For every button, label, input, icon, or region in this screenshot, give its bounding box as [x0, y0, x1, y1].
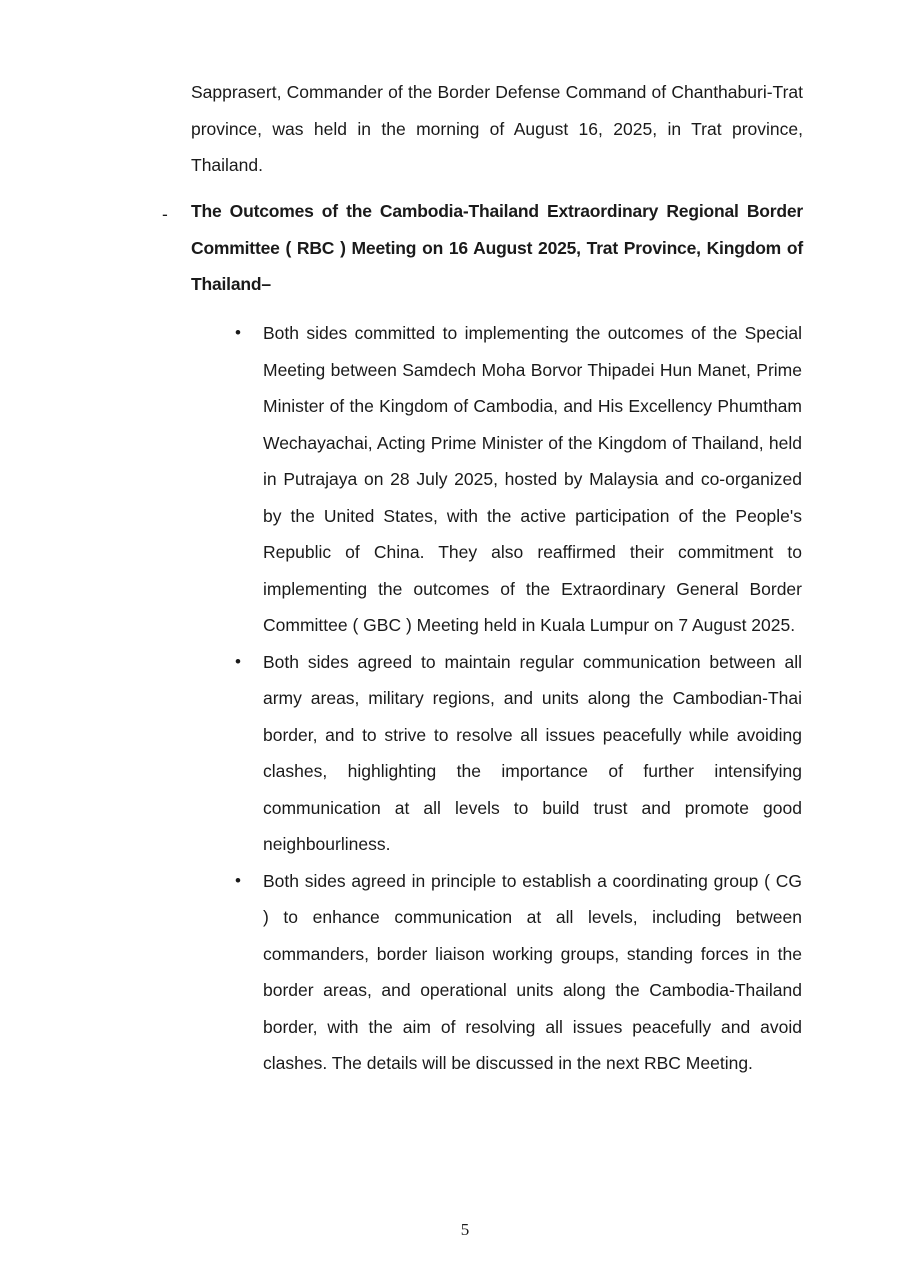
bullet-text: Both sides agreed to maintain regular communication between all army areas, military regions, and units along the Cambodian-Thai border, and to strive to resolve all issues peacefully while avoiding clashes, highlighting the importance of further intensifying communication at all levels to build trust and promote good neighbourliness.	[263, 651, 802, 854]
bullet-text: Both sides committed to implementing the outcomes of the Special Meeting between Samdech Moha Borvor Thipadei Hun Manet, Prime Minister of the Kingdom of Cambodia, and His Excellency Phumtham Wechayachai, Acting Prime Minister of the Kingdom of Thailand, held in Putrajaya on 28 July 2025, hosted by Malaysia and co-organized by the United States, with the active participation of the People's Republic of China. They also reaffirmed their commitment to implementing the outcomes of the Extraordinary General Border Committee ( GBC ) Meeting held in Kuala Lumpur on 7 August 2025.	[263, 323, 802, 635]
page-number: 5	[460, 1220, 470, 1239]
bullet-item	[235, 644, 802, 863]
intro-paragraph: Sapprasert, Commander of the Border Defense Command of Chanthaburi-Trat province, was held in the morning of August 16, 2025, in Trat province, Thailand.	[191, 82, 803, 175]
bullet-dot-icon: •	[235, 870, 241, 890]
bullet-item	[235, 315, 802, 644]
section-heading: The Outcomes of the Cambodia-Thailand Extraordinary Regional Border Committee ( RBC ) Meeting on 16 August 2025, Trat Province, Kingdom of Thailand–	[191, 201, 803, 294]
bullet-dot-icon: •	[235, 323, 241, 342]
section-dash-marker: -	[162, 204, 168, 224]
bullet-item	[235, 863, 802, 1082]
bullet-text: Both sides agreed in principle to establish a coordinating group ( CG ) to enhance communication at all levels, including between commanders, border liaison working groups, standing forces in the border areas, and operational units along the Cambodia-Thailand border, with the aim of resolving all issues peacefully and avoid clashes. The details will be discussed in the next RBC Meeting.	[263, 870, 802, 1073]
bullet-list	[235, 315, 802, 1082]
bullet-dot-icon: •	[235, 651, 241, 671]
